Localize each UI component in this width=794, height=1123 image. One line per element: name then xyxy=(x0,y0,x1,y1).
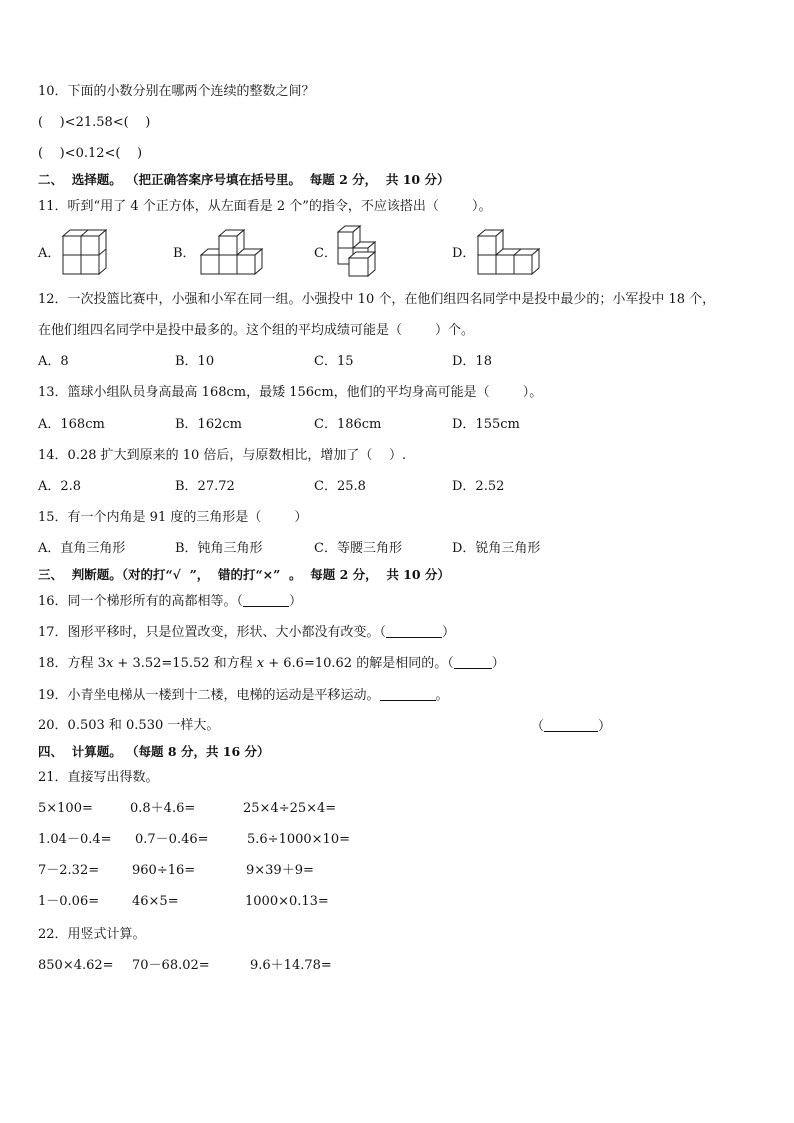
q22-stem: 22．用竖式计算。 xyxy=(38,927,146,942)
q15-stem: 15．有一个内角是 91 度的三角形是（ ） xyxy=(38,510,308,525)
q21-item-3-3: 9×39＋9= xyxy=(246,863,314,878)
q13-option-b: B．162cm xyxy=(175,417,242,432)
q19-answer-blank[interactable] xyxy=(380,686,436,701)
q22-item-1: 850×4.62= xyxy=(38,958,114,973)
q16-close: ） xyxy=(289,594,303,609)
q13-option-a: A．168cm xyxy=(38,417,105,432)
q11-option-c-label: C． xyxy=(314,246,337,261)
q20-answer xyxy=(531,717,611,736)
q11-option-d-figure xyxy=(475,228,547,276)
q13-option-c: C．186cm xyxy=(314,417,382,432)
q21-item-1-2: 0.8＋4.6= xyxy=(130,801,196,816)
q19-line xyxy=(38,686,449,705)
q11-option-b-figure xyxy=(198,228,268,276)
q21-item-2-2: 0.7－0.46= xyxy=(135,832,209,847)
q12-line1: 12．一次投篮比赛中，小强和小军在同一组。小强投中 10 个，在他们组四名同学中是投中最少的；小军投中 18 个， xyxy=(38,292,716,307)
q18-line xyxy=(38,654,505,673)
q15-option-a: A．直角三角形 xyxy=(38,541,126,556)
q18-answer-blank[interactable] xyxy=(454,654,492,669)
q15-option-b: B．钝角三角形 xyxy=(175,541,263,556)
section2-title: 二、 选择题。 （把正确答案序号填在括号里。 每题 2 分， 共 10 分） xyxy=(38,172,450,187)
q10-stem: 10．下面的小数分别在哪两个连续的整数之间？ xyxy=(38,84,315,99)
q21-item-2-3: 5.6÷1000×10= xyxy=(247,832,350,847)
q21-stem: 21．直接写出得数。 xyxy=(38,770,159,785)
q12-option-b: B．10 xyxy=(175,354,215,369)
q16-answer-blank[interactable] xyxy=(243,592,289,607)
q17-line xyxy=(38,623,455,642)
q11-option-a-label: A． xyxy=(38,246,61,261)
q21-item-3-2: 960÷16= xyxy=(132,863,196,878)
q12-line2: 在他们组四名同学中是投中最多的。这个组的平均成绩可能是（ ）个。 xyxy=(38,323,475,338)
section4-title: 四、 计算题。 （每题 8 分，共 16 分） xyxy=(38,744,270,759)
q12-option-c: C．15 xyxy=(314,354,354,369)
q17-stem: 17．图形平移时，只是位置改变，形状、大小都没有改变。（ xyxy=(38,625,387,640)
q20-open: （ xyxy=(531,719,545,734)
q21-item-2-1: 1.04－0.4= xyxy=(38,832,112,847)
q22-item-3: 9.6＋14.78= xyxy=(250,958,332,973)
q21-item-4-2: 46×5= xyxy=(132,894,179,909)
q13-stem: 13．篮球小组队员身高最高 168cm，最矮 156cm，他们的平均身高可能是（ ）。 xyxy=(38,385,543,400)
q21-item-1-3: 25×4÷25×4= xyxy=(243,801,337,816)
q10-line2: ( )<0.12<( ) xyxy=(38,146,143,161)
q14-option-c: C．25.8 xyxy=(314,479,366,494)
q12-option-a: A．8 xyxy=(38,354,69,369)
q21-item-4-3: 1000×0.13= xyxy=(245,894,329,909)
q17-close: ） xyxy=(442,625,456,640)
q21-item-1-1: 5×100= xyxy=(38,801,93,816)
q21-item-3-1: 7－2.32= xyxy=(38,863,100,878)
q11-stem: 11．听到“用了 4 个正方体，从左面看是 2 个”的指令，不应该搭出（ ）。 xyxy=(38,199,492,214)
q20-close: ） xyxy=(598,719,612,734)
q15-option-c: C．等腰三角形 xyxy=(314,541,402,556)
q19-stem: 19．小青坐电梯从一楼到十二楼，电梯的运动是平移运动。 xyxy=(38,688,380,703)
q18-text-post: + 6.6=10.62 的解是相同的。（ xyxy=(264,656,454,671)
q11-option-a-figure xyxy=(60,228,110,276)
q13-option-d: D．155cm xyxy=(452,417,520,432)
section3-title: 三、 判断题。（对的打“√ ”， 错的打“×” 。 每题 2 分， 共 10 分） xyxy=(38,567,450,582)
q19-end: 。 xyxy=(435,688,449,703)
q20-stem: 20．0.503 和 0.530 一样大。 xyxy=(38,718,220,733)
q11-option-b-label: B． xyxy=(173,246,196,261)
q11-option-c-figure xyxy=(335,224,387,278)
q14-option-a: A．2.8 xyxy=(38,479,82,494)
q12-option-d: D．18 xyxy=(452,354,492,369)
q18-variable-x-2: x xyxy=(256,656,265,671)
q18-text-pre: 18．方程 3 xyxy=(38,656,106,671)
q14-option-d: D．2.52 xyxy=(452,479,505,494)
q11-option-d-label: D． xyxy=(452,246,476,261)
q18-variable-x: x xyxy=(105,656,114,671)
q16-stem: 16．同一个梯形所有的高都相等。（ xyxy=(38,594,244,609)
q14-stem: 14．0.28 扩大到原来的 10 倍后，与原数相比，增加了（ ）. xyxy=(38,448,407,463)
q21-item-4-1: 1－0.06= xyxy=(38,894,100,909)
q14-option-b: B．27.72 xyxy=(175,479,235,494)
q10-line1: ( )<21.58<( ) xyxy=(38,115,151,130)
q16-line xyxy=(38,592,302,611)
q18-close: ） xyxy=(491,656,505,671)
q18-text-mid: + 3.52=15.52 和方程 xyxy=(113,656,257,671)
q17-answer-blank[interactable] xyxy=(386,623,442,638)
q15-option-d: D．锐角三角形 xyxy=(452,541,541,556)
q20-answer-blank[interactable] xyxy=(544,717,598,732)
q22-item-2: 70－68.02= xyxy=(132,958,210,973)
